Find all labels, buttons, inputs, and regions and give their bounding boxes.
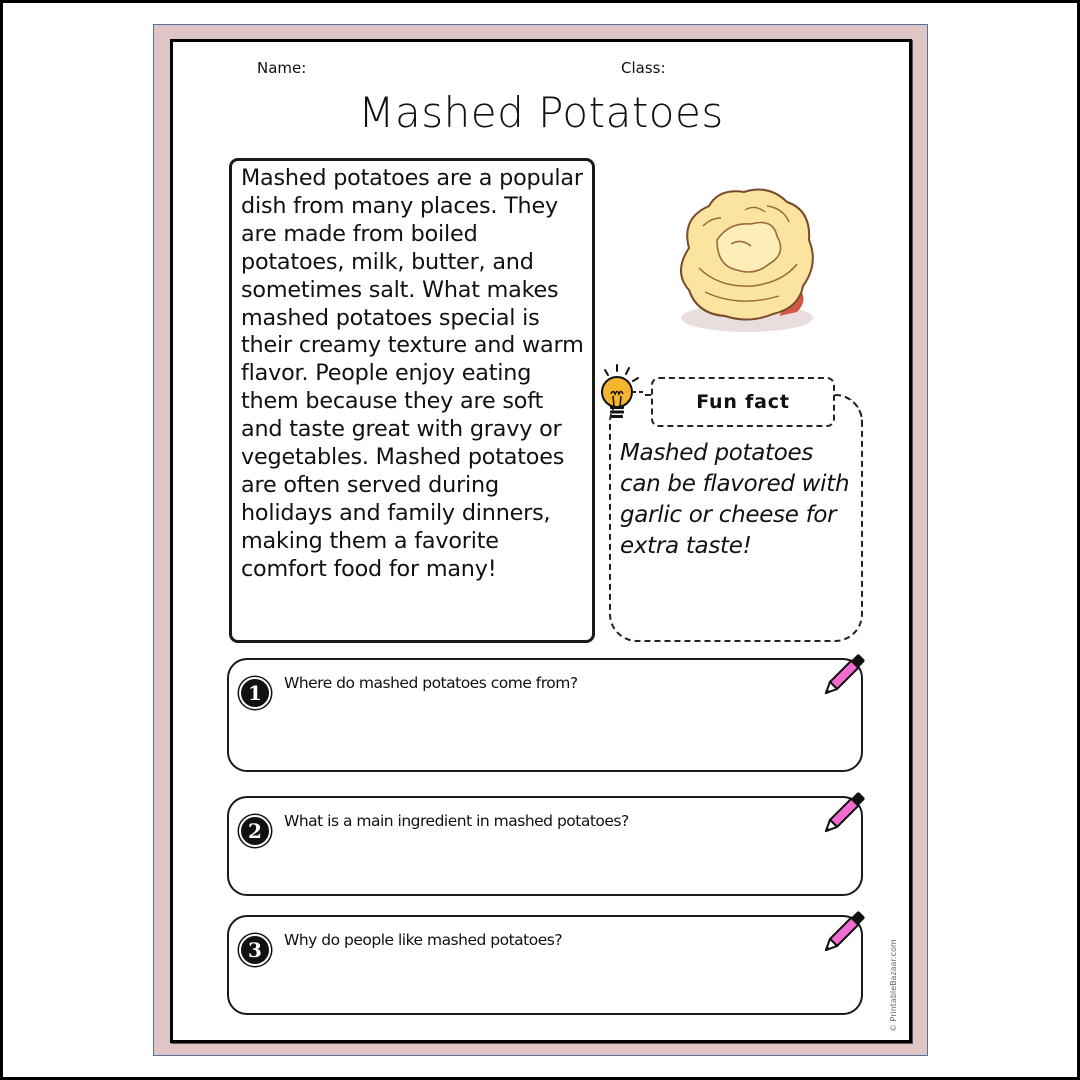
reading-passage-box: [229, 158, 595, 643]
question-number-badge: 1: [239, 677, 271, 709]
class-label: Class:: [621, 59, 666, 77]
question-3-text: Why do people like mashed potatoes?: [284, 931, 563, 949]
pencil-icon: [821, 646, 873, 698]
name-label: Name:: [257, 59, 307, 77]
question-1-text: Where do mashed potatoes come from?: [284, 674, 578, 692]
worksheet-page: [170, 39, 912, 1043]
fun-fact-box: [595, 362, 865, 644]
question-2-text: What is a main ingredient in mashed potatoes?: [284, 812, 629, 830]
watermark: © PrintableBazaar.com: [889, 939, 898, 1032]
question-number-badge: 2: [239, 815, 271, 847]
question-number-badge: 3: [239, 934, 271, 966]
mashed-potatoes-icon: [659, 178, 829, 338]
question-3-answer-box[interactable]: [227, 915, 863, 1015]
question-2-answer-box[interactable]: [227, 796, 863, 896]
pencil-icon: [821, 903, 873, 955]
page-title: Mashed Potatoes: [358, 88, 724, 137]
lightbulb-icon: [595, 362, 645, 426]
fun-fact-text: Mashed potatoes can be flavored with garlic or cheese for extra taste!: [620, 440, 850, 559]
question-1-answer-box[interactable]: [227, 658, 863, 772]
fun-fact-label: Fun fact: [651, 377, 835, 427]
reading-passage: Mashed potatoes are a popular dish from many places. They are made from boiled potatoes, milk, butter, and sometimes salt. What makes mashed potatoes special is their creamy texture and warm flavor. People enjoy eating them because they are soft and taste great with gravy or vegetables. Mashed potatoes are often served during holidays and family dinners, making them a favorite comfort food for many!: [241, 165, 584, 582]
pencil-icon: [821, 784, 873, 836]
